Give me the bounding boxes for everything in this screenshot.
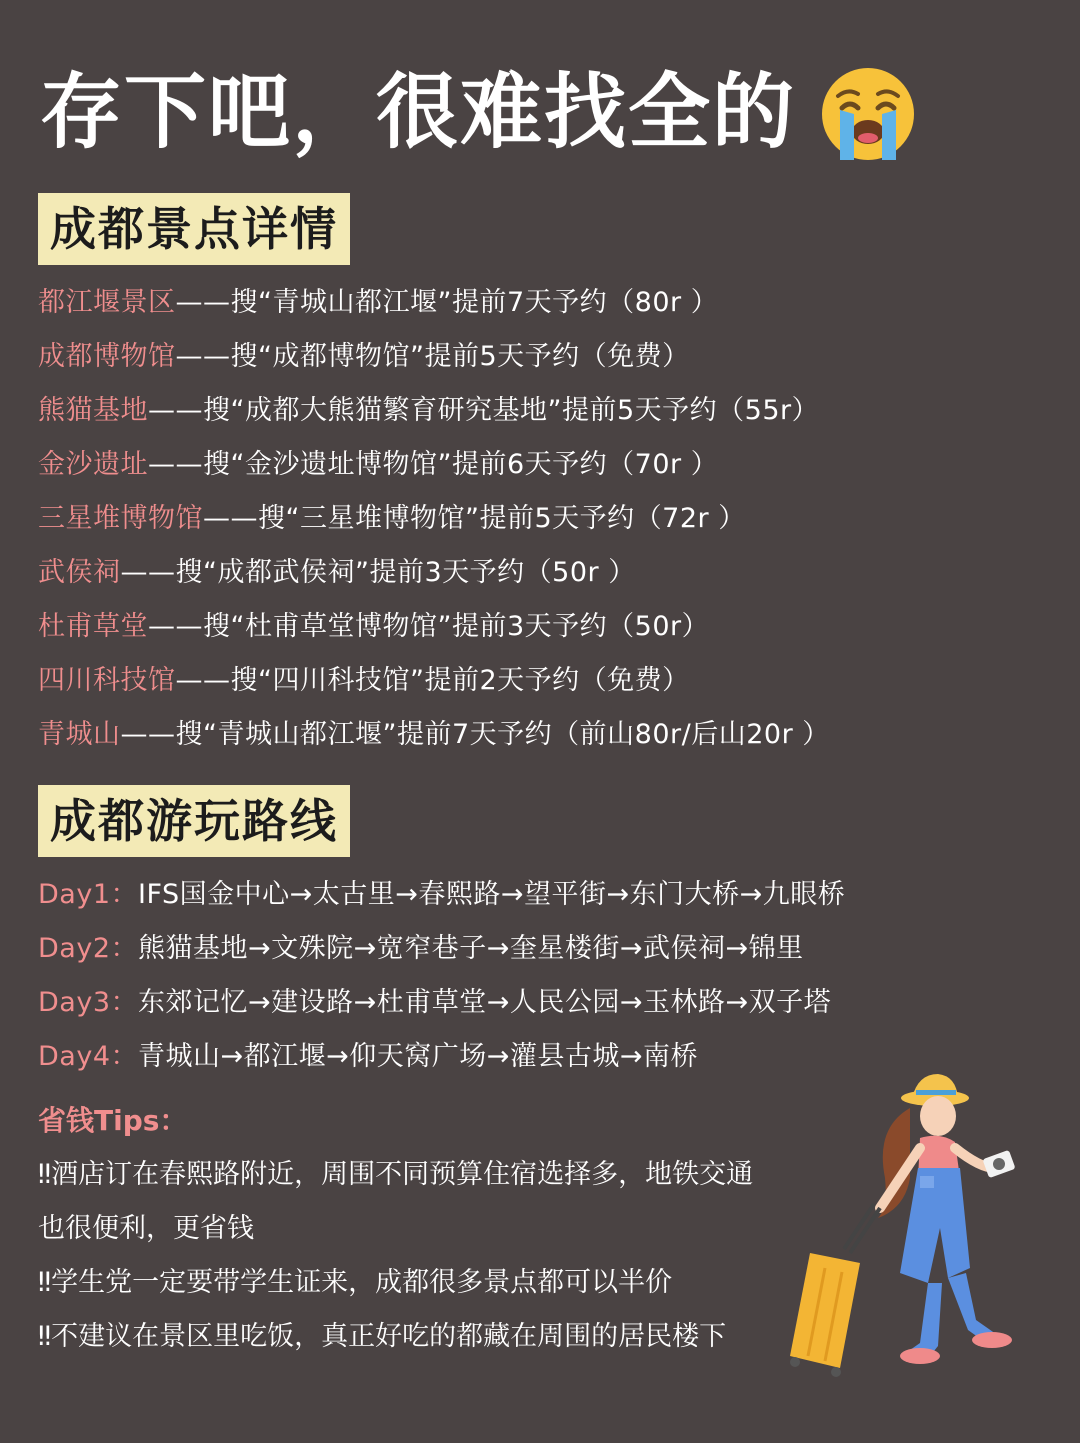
attraction-detail: ——搜“金沙遗址博物馆”提前6天予约（70r ） bbox=[148, 449, 719, 480]
tip-item: ‼酒店订在春熙路附近，周围不同预算住宿选择多，地铁交通也很便利，更省钱 bbox=[38, 1159, 754, 1244]
list-item bbox=[38, 1030, 845, 1084]
list-item bbox=[38, 546, 830, 600]
attraction-name: 金沙遗址 bbox=[38, 449, 148, 480]
list-item bbox=[38, 654, 830, 708]
attraction-name: 武侯祠 bbox=[38, 557, 121, 588]
list-item bbox=[38, 922, 845, 976]
tip-item: ‼学生党一定要带学生证来，成都很多景点都可以半价 bbox=[38, 1267, 673, 1298]
list-item bbox=[38, 276, 830, 330]
tips-heading: 省钱Tips： bbox=[38, 1104, 188, 1137]
routes-list bbox=[38, 868, 845, 1084]
route-path: IFS国金中心→太古里→春熙路→望平街→东门大桥→九眼桥 bbox=[138, 879, 846, 910]
attraction-name: 四川科技馆 bbox=[38, 665, 176, 696]
route-day: Day3： bbox=[38, 987, 138, 1018]
attraction-detail: ——搜“三星堆博物馆”提前5天予约（72r ） bbox=[203, 503, 746, 534]
list-item bbox=[38, 976, 845, 1030]
attraction-detail: ——搜“青城山都江堰”提前7天予约（80r ） bbox=[175, 287, 719, 318]
page-title: 存下吧，很难找全的 bbox=[40, 65, 797, 160]
crying-face-icon bbox=[818, 64, 918, 164]
list-item bbox=[38, 438, 830, 492]
attractions-heading: 成都景点详情 bbox=[38, 193, 350, 265]
attraction-detail: ——搜“成都博物馆”提前5天予约（免费） bbox=[175, 341, 690, 372]
traveler-girl-illustration bbox=[770, 1068, 1030, 1398]
list-item bbox=[38, 492, 830, 546]
attraction-name: 杜甫草堂 bbox=[38, 611, 148, 642]
route-day: Day2： bbox=[38, 933, 138, 964]
attractions-list bbox=[38, 276, 830, 762]
route-path: 青城山→都江堰→仰天窝广场→灌县古城→南桥 bbox=[138, 1041, 698, 1072]
tips-list bbox=[38, 1148, 758, 1364]
routes-heading: 成都游玩路线 bbox=[38, 785, 350, 857]
list-item bbox=[38, 708, 830, 762]
list-item bbox=[38, 330, 830, 384]
attraction-name: 青城山 bbox=[38, 719, 121, 750]
attraction-detail: ——搜“四川科技馆”提前2天予约（免费） bbox=[175, 665, 690, 696]
list-item bbox=[38, 384, 830, 438]
attraction-name: 成都博物馆 bbox=[38, 341, 176, 372]
attraction-name: 熊猫基地 bbox=[38, 395, 148, 426]
route-path: 东郊记忆→建设路→杜甫草堂→人民公园→玉林路→双子塔 bbox=[138, 987, 832, 1018]
attraction-name: 都江堰景区 bbox=[38, 287, 176, 318]
attraction-detail: ——搜“成都大熊猫繁育研究基地”提前5天予约（55r） bbox=[148, 395, 820, 426]
route-day: Day4： bbox=[38, 1041, 138, 1072]
list-item bbox=[38, 868, 845, 922]
attraction-detail: ——搜“杜甫草堂博物馆”提前3天予约（50r） bbox=[148, 611, 710, 642]
attraction-name: 三星堆博物馆 bbox=[38, 503, 203, 534]
list-item bbox=[38, 600, 830, 654]
tip-item: ‼不建议在景区里吃饭，真正好吃的都藏在周围的居民楼下 bbox=[38, 1321, 727, 1352]
route-day: Day1： bbox=[38, 879, 138, 910]
attraction-detail: ——搜“成都武侯祠”提前3天予约（50r ） bbox=[120, 557, 636, 588]
route-path: 熊猫基地→文殊院→宽窄巷子→奎星楼街→武侯祠→锦里 bbox=[138, 933, 804, 964]
attraction-detail: ——搜“青城山都江堰”提前7天予约（前山80r/后山20r ） bbox=[120, 719, 830, 750]
